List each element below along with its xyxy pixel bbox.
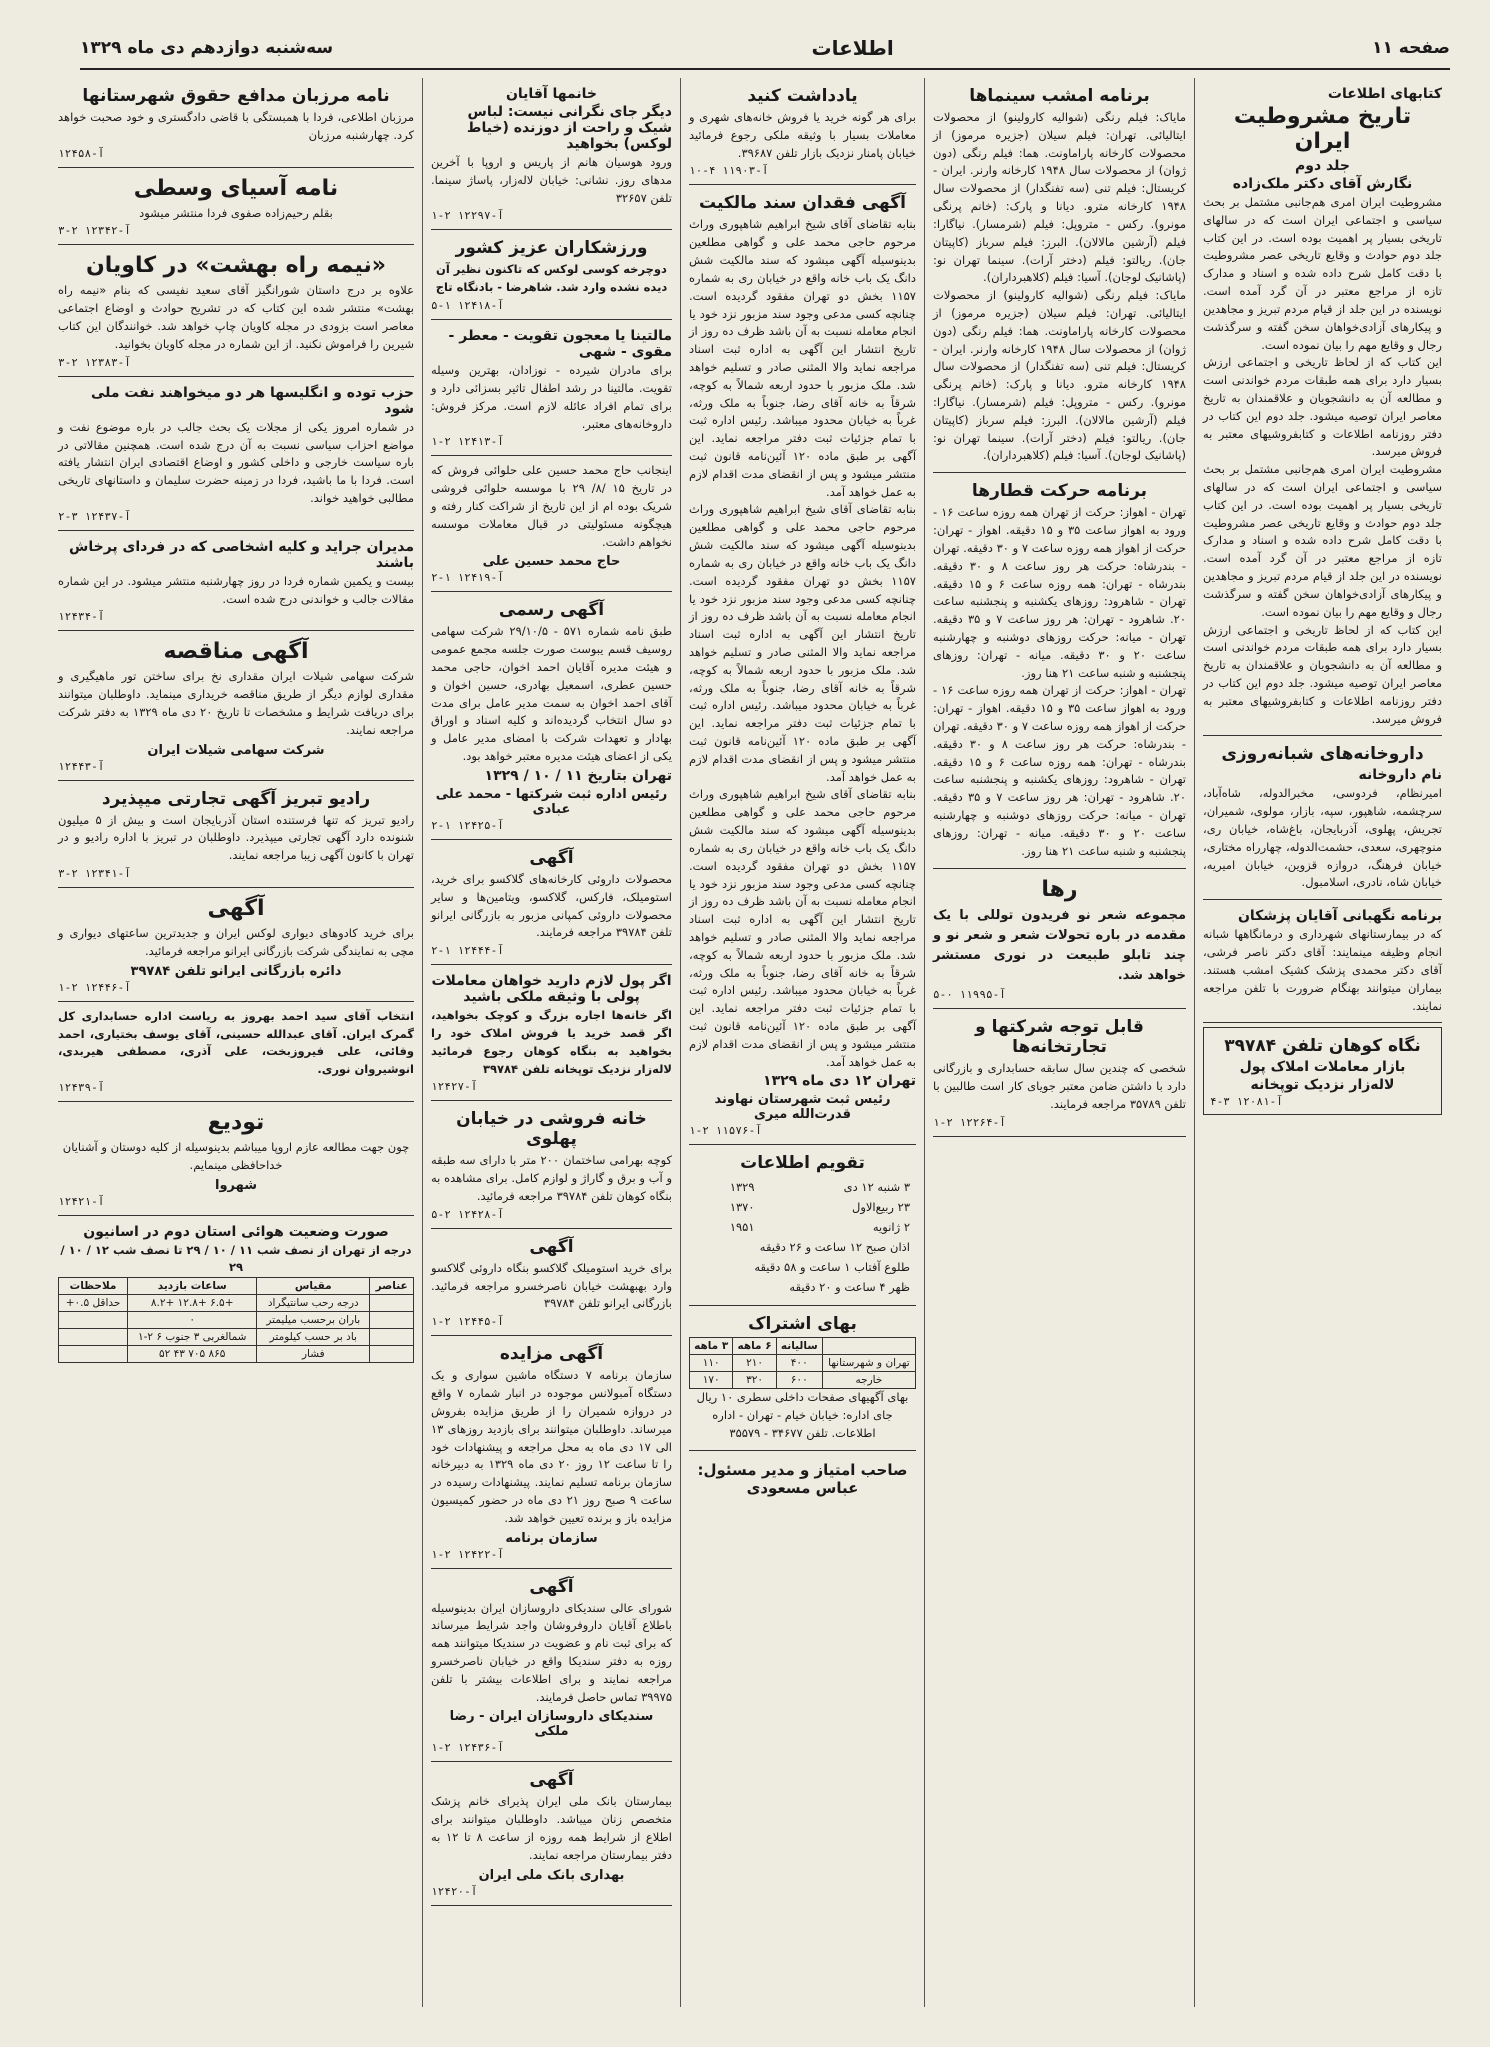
- maltina-ref: آ-۱۲۴۱۳ ۲-۱: [431, 435, 504, 449]
- pharmacists-signature: سندیکای داروسازان ایران - رضا ملکی: [449, 1709, 654, 1740]
- table-cell: فشار: [257, 1346, 370, 1363]
- lost-deed-title: آگهی فقدان سند مالکیت: [698, 193, 906, 214]
- table-cell: ۸۶۵ ۷۰۵ ۴۳ ۵۲: [128, 1346, 257, 1363]
- train-title: برنامه حرکت قطارها: [971, 481, 1148, 502]
- auction-notice: [431, 1336, 672, 1568]
- clinic-body: که در بیمارستانهای شهرداری و درمانگاهها شبانه انجام وظیفه مینمایند: آقای دکتر ناصر فرشی، آقای دکتر محمدی پزشک کشیک امشب هستند. بیماران میتوانند بهنگام ضرورت با تلفن مراجعه نمایند.: [1203, 927, 1442, 1013]
- calendar-row: [691, 1218, 914, 1236]
- house-sale-ad: [431, 1101, 672, 1228]
- tender-notice: [58, 631, 414, 780]
- pharmacists-ref: آ-۱۲۴۳۶ ۲-۱: [431, 1741, 504, 1755]
- calendar-table: [689, 1176, 916, 1298]
- calendar-cell: ۲ ژانویه: [872, 1220, 910, 1235]
- calendar-cell: ۱۹۵۱: [729, 1220, 755, 1235]
- table-cell: ۲۱۰: [733, 1355, 776, 1372]
- official-notice: [431, 592, 672, 840]
- clinic-notice: [1203, 900, 1442, 1023]
- hospital-notice: [431, 1762, 672, 1905]
- column-2: [924, 78, 1194, 2007]
- calendar-row: [691, 1238, 914, 1256]
- raha-ad: [933, 869, 1186, 1010]
- pharmacy-subtitle: نام داروخانه: [1358, 767, 1442, 784]
- column-5: [50, 78, 422, 2007]
- business-ref: آ-۱۲۲۶۴ ۲-۱: [933, 1115, 1006, 1129]
- table-cell: خارجه: [822, 1372, 915, 1389]
- clock-signature: دائره بازرگانی ایرانو تلفن ۳۹۷۸۴: [130, 963, 342, 979]
- partnership-body: اینجانب حاج محمد حسین علی حلوائی فروش که در تاریخ ۱۵ /۸/ ۲۹ با موسسه حلوائی فروشی شریک بوده ام از این تاریخ از شراکت کنار رفته و هیچگونه مسئولیتی در قبال معاملات موسسه نخواهم داشت.: [431, 463, 672, 549]
- farewell-signature: شهروا: [215, 1177, 257, 1193]
- farewell-ref: آ-۱۲۴۲۱: [58, 1194, 105, 1208]
- maltina-ad: [431, 320, 672, 456]
- calendar: [689, 1145, 916, 1306]
- realestate-line-2: لاله‌زار نزدیک توپخانه: [1250, 1077, 1395, 1094]
- table-cell: شمالغربی ۳ جنوب ۶ ۲-۱: [128, 1329, 257, 1346]
- stomilk-notice: [431, 1229, 672, 1336]
- issue-date: سه‌شنبه دوازدهم دی ماه ۱۳۲۹: [80, 38, 334, 58]
- kavian-body: علاوه بر درج داستان شورانگیز آقای سعید نفیسی که بنام «نیمه راه بهشت» منتشر شده این کتاب که در تشریح حوادث و اوضاع اجتماعی معاصر است بزودی در مجله کاویان چاپ خواهد شد. خوانندگان این کتاب شیرین را فراموش نکنید. از این شماره در مجله کاویان بخوانید.: [58, 283, 414, 351]
- editors-body: بیست و یکمین شماره فردا در روز چهارشنبه منتشر میشود. در این شماره مقالات جالب و خواندنی درج شده است.: [58, 573, 414, 606]
- book-ad: [1203, 78, 1442, 736]
- business-notice: [933, 1009, 1186, 1136]
- house-sale-ref: آ-۱۲۴۲۸ ۲-۵: [431, 1207, 504, 1221]
- weather-table: [58, 1277, 414, 1363]
- marzban-body: مرزبان اطلاعی، فردا با همبستگی با قاضی دادگستری و خود صحبت خواهد کرد. چهارشنبه مرزبان: [58, 110, 414, 142]
- official-date: تهران بتاریخ ۱۱ / ۱۰ / ۱۳۲۹: [484, 767, 672, 784]
- table-row: [59, 1312, 414, 1329]
- book-body-4: این کتاب که از لحاظ تاریخی و اجتماعی ارزش بسیار دارد برای همه طبقات مردم خواندنی است و مطالعه آن به دانشجویان و علاقمندان به تاریخ معاصر ایران توصیه میشود. جلد دوم این کتاب در دفتر روزنامه اطلاعات و کتابفروشیهای معتبر به فروش میرسد.: [1203, 622, 1442, 726]
- landlord-body: اگر خانه‌ها اجاره بزرگ و کوچک بخواهید، اگر قصد خرید یا فروش املاک خود را بخواهید به بنگاه کوهان رجوع فرمائید لاله‌زار نزدیک توپخانه تلفن ۳۹۷۸۴: [431, 1008, 672, 1076]
- cinema-listing: [933, 78, 1186, 473]
- subscription-title: بهای اشتراک: [748, 1314, 857, 1335]
- cinema-body: مایاک: فیلم رنگی (شوالیه کارولینو) از محصولات ایتالیائی. تهران: فیلم سیلان (جزیره مرموز) از محصولات کارخانه پاراماونت. هما: فیلم رنگی (دون ژوان) از محصولات سال ۱۹۴۸ کارخانه وارنر. ایران - کریستال: فیلم تنی (سه تفنگدار) از محصولات سال ۱۹۴۸ کارخانه مترو. دیانا و پارک: (خانم پرنگی مونرو). رکس - متروپل: فیلم (شرمسار). نیاگارا: فیلم (آرشین مالالان). البرز: فیلم سرباز (کاپیتان جان). ریالتو: فیلم (دختر آرات). سینما تهران نو: (پاشانیک لوجان). آسیا: فیلم (کلاهبرداران).: [933, 110, 1186, 285]
- table-cell: ۱۷۰: [690, 1372, 733, 1389]
- clock-ref: آ-۱۲۴۴۶ ۲-۱: [58, 980, 131, 994]
- note-ref: آ-۱۱۹۰۳ ۴-۱۰: [689, 164, 769, 178]
- stomilk-title: آگهی: [529, 1236, 574, 1257]
- kavian-ad: [58, 245, 414, 376]
- business-title: قابل توجه شرکتها و تجارتخانه‌ها: [975, 1017, 1144, 1058]
- table-cell: ۰: [128, 1312, 257, 1329]
- marzban-title: نامه مرزبان مدافع حقوق شهرستانها: [82, 86, 390, 106]
- tailor-headline: دیگر جای نگرانی نیست: لباس شیک و راحت از دوزنده (خیاط لوکس) بخواهید: [466, 104, 672, 152]
- table-cell: تهران و شهرستانها: [822, 1355, 915, 1372]
- calendar-cell: طلوع آفتاب ۱ ساعت و ۵۸ دقیقه: [754, 1260, 910, 1275]
- customs-notice: [58, 1002, 414, 1102]
- hospital-signature: بهداری بانک ملی ایران: [478, 1867, 625, 1883]
- table-row: [690, 1338, 916, 1355]
- lost-deed-notice: [689, 185, 916, 1145]
- office-address: جای اداره: خیابان خیام - تهران - اداره اطلاعات. تلفن ۳۴۶۷۷ - ۳۵۵۷۹: [712, 1408, 893, 1441]
- table-cell: سالیانه: [776, 1338, 822, 1355]
- stomilk-ref: آ-۱۲۴۴۵ ۲-۱: [431, 1315, 504, 1329]
- calendar-row: [691, 1198, 914, 1216]
- clinic-title: برنامه نگهبانی آقایان پزشکان: [1237, 908, 1442, 925]
- pharmacists-title: آگهی: [529, 1576, 574, 1597]
- table-row: [59, 1295, 414, 1312]
- table-cell: ملاحظات: [59, 1278, 128, 1295]
- calendar-row: [691, 1258, 914, 1276]
- auction-title: آگهی مزایده: [499, 1344, 604, 1365]
- partnership-ref: آ-۱۲۴۱۹ ۱-۲: [431, 571, 504, 585]
- landlord-ref: آ-۱۲۴۲۷: [431, 1080, 478, 1094]
- auction-body: سازمان برنامه ۷ دستگاه ماشین سواری و یک دستگاه آمبولانس موجوده در انبار شماره ۷ واقع در دروازه شمیران را از طریق مزایده بفروش میرساند. داوطلبان میتوانند برای بازدید روزهای ۱۳ الی ۱۷ دی ماه به محل مراجعه و پیشنهادات خود را تا ساعت ۱۲ روز ۲۰ دی ماه ۱۳۲۹ به دبیرخانه سازمان برنامه تسلیم نمایند. پیشنهادات رسیده در ساعت ۹ صبح روز ۲۱ دی ماه در حضور کمیسیون مزایده باز و برنده تعیین خواهد شد.: [431, 1368, 672, 1525]
- tender-ref: آ-۱۲۴۴۳: [58, 759, 105, 773]
- note-title: یادداشت کنید: [747, 86, 858, 106]
- section-label: کتابهای اطلاعات: [1327, 86, 1442, 102]
- hospital-title: آگهی: [529, 1770, 574, 1791]
- table-row: [59, 1346, 414, 1363]
- landlord-title: اگر پول لازم دارید خواهان معاملات پولی با وثیقه ملکی باشید: [431, 973, 672, 1006]
- calendar-cell: ۳ شنبه ۱۲ دی: [843, 1180, 910, 1195]
- calendar-cell: ۲۳ ربیع‌الاول: [851, 1200, 910, 1215]
- marzban-ad: [58, 78, 414, 168]
- train-body: تهران - اهواز: حرکت از تهران همه روزه ساعت ۱۶ - ورود به اهواز ساعت ۳۵ و ۱۵ دقیقه. اهواز - تهران: حرکت از اهواز همه روزه ساعت ۷ و ۳۰ دقیقه. تهران - بندرشاه: حرکت هر روز ساعت ۸ و ۳۰ دقیقه. بندرشاه - تهران: همه روزه ساعت ۶ و ۱۵ دقیقه. تهران - شاهرود: روزهای یکشنبه و پنجشنبه ساعت ۲۰. شاهرود - تهران: هر روز ساعت ۷ و ۳۵ دقیقه. تهران - میانه: حرکت روزهای دوشنبه و چهارشنبه ساعت ۲۰ و ۳۰ دقیقه. میانه - تهران: روزهای پنجشنبه و شنبه ساعت ۲۱ هنا روز.: [933, 505, 1187, 680]
- house-sale-body: کوچه بهرامی ساختمان ۲۰۰ متر با دارای سه طبقه و آب و برق و گاراژ و لوازم کامل. برای مشاهده به بنگاه کوهان تلفن ۳۹۷۸۴ مراجعه فرمائید.: [431, 1153, 673, 1203]
- partnership-signature: حاج محمد حسین علی: [482, 554, 621, 570]
- partnership-notice: [431, 456, 672, 592]
- table-cell: [59, 1312, 128, 1329]
- central-asia-ref: آ-۱۲۳۴۲ ۲-۳: [58, 224, 131, 238]
- calendar-cell: ظهر ۴ ساعت و ۲۰ دقیقه: [789, 1280, 910, 1295]
- column-3: [680, 78, 924, 2007]
- calendar-cell: اذان صبح ۱۲ ساعت و ۲۶ دقیقه: [759, 1240, 910, 1255]
- glaxo-title: آگهی: [529, 847, 574, 868]
- kavian-ref: آ-۱۲۳۸۳ ۲-۳: [58, 355, 131, 369]
- table-cell: باران برحسب میلیمتر: [257, 1312, 370, 1329]
- realestate-line-1: بازار معاملات املاک پول: [1239, 1059, 1406, 1076]
- glaxo-ref: آ-۱۲۴۴۴ ۱-۲: [431, 944, 504, 958]
- editors-notice: [58, 531, 414, 632]
- editors-ref: آ-۱۲۴۳۴: [58, 610, 105, 624]
- business-body: شخصی که چندین سال سابقه حسابداری و بازرگانی دارد با داشتن ضامن معتبر جویای کار است طالبین با تلفن ۳۵۷۸۹ مراجعه فرمایند.: [933, 1061, 1186, 1111]
- weather-subtitle: درجه از تهران از نصف شب ۱۱ / ۱۰ / ۲۹ تا نصف شب ۱۲ / ۱۰ / ۲۹: [60, 1242, 412, 1275]
- calendar-row: [691, 1178, 914, 1196]
- table-cell: درجه رحب سانتیگراد: [257, 1295, 370, 1312]
- radio-tabriz-title: رادیو تبریز آگهی تجارتی میپذیرد: [101, 788, 371, 809]
- house-sale-title: خانه فروشی در خیابان پهلوی: [456, 1109, 647, 1150]
- pharmacy-body: امیرنظام، فردوسی، مخبرالدوله، شاه‌آباد، سرچشمه، شاهپور، سپه، بازار، مولوی، شمیران، تجریش، پهلوی، آذربایجان، باغ‌شاه، خیابان ری، منوچهری، سعدی، حشمت‌الدوله، چهارراه مختاری، خیابان فرهنگ، دروازه قزوین، خیابان امیریه، خیابان شاه، نادری، اسلامبول.: [1203, 786, 1442, 890]
- sport-ref: آ-۱۲۴۱۸ ۱-۵: [431, 299, 504, 313]
- tailor-title: خانمها آقایان: [505, 86, 598, 102]
- tailor-body: ورود هوسیان هانم از پاریس و اروپا با آخرین مدهای روز. نشانی: خیابان لاله‌زار، پاساژ سینما. تلفن ۳۲۶۵۷: [431, 155, 672, 205]
- auction-ref: آ-۱۲۴۲۲ ۲-۱: [431, 1547, 504, 1561]
- lost-deed-body: بنابه تقاضای آقای شیخ ابراهیم شاهپوری وراث مرحوم حاجی محمد علی و گواهی مطلعین بدینوسیله آگهی میشود که سند مالکیت شش دانگ یک باب خانه واقع در خیابان ری به شماره ۱۱۵۷ بخش دو تهران مفقود گردیده است. چنانچه کسی مدعی وجود سند مزبور نزد خود یا انجام معامله نسبت به آن باشد ظرف ده روز از تاریخ انتشار این آگهی به اداره ثبت اسناد مراجعه نماید والا المثنی صادر و تسلیم خواهد شد. ملک مزبور با حدود اربعه شمالاً به کوچه، شرقاً به خانه آقای رضا، جنوباً به ملک ورثه، غرباً به خیابان محدود میباشد. رئیس اداره ثبت با تمام جزئیات ثبت دفتر مراجعه نماید. این آگهی بر طبق ماده ۱۲۰ آئین‌نامه قانون ثبت منتشر میشود و پس از انقضای مدت اقدام لازم به عمل خواهد آمد.: [689, 217, 917, 499]
- table-cell: ۳۲۰: [733, 1372, 776, 1389]
- table-cell: عناصر: [370, 1278, 414, 1295]
- tailor-ad: [431, 78, 672, 230]
- book-body-2: این کتاب که از لحاظ تاریخی و اجتماعی ارزش بسیار دارد برای همه طبقات مردم خواندنی است و مطالعه آن به دانشجویان و علاقمندان به تاریخ معاصر ایران توصیه میشود. جلد دوم این کتاب در دفتر روزنامه اطلاعات و کتابفروشیهای معتبر به فروش میرسد.: [1203, 355, 1442, 459]
- calendar-cell: ۱۳۲۹: [729, 1180, 755, 1195]
- masthead: [80, 28, 1450, 70]
- book-body: مشروطیت ایران امری هم‌جانبی مشتمل بر بحث سیاسی و اجتماعی ایران است که در سالهای تاریخی بسیار پر اهمیت بوده است. در این کتاب جلد دوم حوادث و وقایع تاریخی عصر مشروطیت با دقت کامل شرح داده شده و اسناد و مدارک تازه از مراجع معتبر در آن گرد آمده است. نویسنده در این جلد از قیام مردم تبریز و مجاهدین و پیکارهای آزادی‌خواهان سخن گفته و سرگذشت رجال و وقایع مهم را بیان نموده است.: [1203, 195, 1442, 352]
- party-article: [58, 377, 414, 531]
- editors-title: مدیران جراید و کلیه اشخاصی که در فردای پرخاش باشند: [69, 538, 414, 571]
- weather-report: [58, 1216, 414, 1371]
- column-1: [1194, 78, 1450, 2007]
- radio-tabriz-ref: آ-۱۲۳۴۱ ۲-۳: [58, 867, 131, 881]
- marzban-ref: آ-۱۲۴۵۸: [58, 146, 105, 160]
- table-cell: [59, 1346, 128, 1363]
- official-ref: آ-۱۲۴۲۵ ۱-۲: [431, 818, 504, 832]
- pharmacists-notice: [431, 1569, 672, 1763]
- book-title: تاریخ مشروطیت ایران: [1233, 104, 1412, 154]
- table-cell: مقیاس: [257, 1278, 370, 1295]
- clock-title: آگهی: [207, 896, 265, 922]
- table-cell: باد بر حسب کیلومتر: [257, 1329, 370, 1346]
- calendar-title: تقویم اطلاعات: [740, 1153, 865, 1174]
- lost-deed-body-2: بنابه تقاضای آقای شیخ ابراهیم شاهپوری وراث مرحوم حاجی محمد علی و گواهی مطلعین بدینوسیله آگهی میشود که سند مالکیت شش دانگ یک باب خانه واقع در خیابان ری به شماره ۱۱۵۷ بخش دو تهران مفقود گردیده است. چنانچه کسی مدعی وجود سند مزبور نزد خود یا انجام معامله نسبت به آن باشد ظرف ده روز از تاریخ انتشار این آگهی به اداره ثبت اسناد مراجعه نماید والا المثنی صادر و تسلیم خواهد شد. ملک مزبور با حدود اربعه شمالاً به کوچه، شرقاً به خانه آقای رضا، جنوباً به ملک ورثه، غرباً به خیابان محدود میباشد. رئیس اداره ثبت با تمام جزئیات ثبت دفتر مراجعه نماید. این آگهی بر طبق ماده ۱۲۰ آئین‌نامه قانون ثبت منتشر میشود و پس از انقضای مدت اقدام لازم به عمل خواهد آمد.: [689, 502, 917, 784]
- tailor-ref: آ-۱۲۲۹۷ ۲-۱: [431, 209, 504, 223]
- raha-title: رها: [1041, 876, 1078, 902]
- editor-signature: صاحب امتیاز و مدیر مسئول: عباس مسعودی: [697, 1460, 908, 1497]
- lost-deed-ref: آ-۱۱۵۷۶ ۲-۱: [689, 1124, 762, 1138]
- customs-ref: آ-۱۲۴۳۹: [58, 1080, 105, 1094]
- calendar-row: [691, 1278, 914, 1296]
- landlord-ad: [431, 965, 672, 1101]
- tender-signature: شرکت سهامی شیلات ایران: [147, 742, 325, 758]
- sport-title: ورزشکاران عزیز کشور: [455, 238, 648, 259]
- weather-title: صورت وضعیت هوائی استان دوم در اسانیون: [83, 1223, 389, 1240]
- stomilk-body: برای خرید استومیلک گلاکسو بنگاه داروئی گلاکسو وارد بهبهشت خیابان ناصرخسرو مراجعه فرمائید. بازرگانی ایرانو تلفن ۳۹۷۸۴: [431, 1260, 672, 1311]
- central-asia-ad: [58, 168, 414, 246]
- official-title: آگهی رسمی: [498, 600, 605, 621]
- lost-deed-body-3: بنابه تقاضای آقای شیخ ابراهیم شاهپوری وراث مرحوم حاجی محمد علی و گواهی مطلعین بدینوسیله آگهی میشود که سند مالکیت شش دانگ یک باب خانه واقع در خیابان ری به شماره ۱۱۵۷ بخش دو تهران مفقود گردیده است. چنانچه کسی مدعی وجود سند مزبور نزد خود یا انجام معامله نسبت به آن باشد ظرف ده روز از تاریخ انتشار این آگهی به اداره ثبت اسناد مراجعه نماید والا المثنی صادر و تسلیم خواهد شد. ملک مزبور با حدود اربعه شمالاً به کوچه، شرقاً به خانه آقای رضا، جنوباً به ملک ورثه، غرباً به خیابان محدود میباشد. رئیس اداره ثبت با تمام جزئیات ثبت دفتر مراجعه نماید. این آگهی بر طبق ماده ۱۲۰ آئین‌نامه قانون ثبت منتشر میشود و پس از انقضای مدت اقدام لازم به عمل خواهد آمد.: [689, 787, 917, 1069]
- subscription-table: [689, 1337, 916, 1389]
- glaxo-body: محصولات داروئی کارخانه‌های گلاکسو برای خرید، استومیلک، فارکس، گلاکسو، ویتامین‌ها و سایر محصولات داروئی کمپانی مزبور به بازرگانی ایرانو تلفن ۳۹۷۸۴ مراجعه فرمایند.: [431, 871, 672, 940]
- table-cell: [59, 1329, 128, 1346]
- table-cell: ساعات بازدید: [128, 1278, 257, 1295]
- table-cell: ۱۱۰: [690, 1355, 733, 1372]
- central-asia-body: بقلم رحیم‌زاده صفوی فردا منتشر میشود: [139, 205, 333, 220]
- party-ref: آ-۱۲۴۳۷ ۳-۲: [58, 509, 131, 523]
- note-body: برای هر گونه خرید یا فروش خانه‌های شهری و معاملات بسیار با وثیقه ملکی رجوع فرمائید خیابان پامنار نزدیک بازار تلفن ۳۹۶۸۷.: [689, 110, 916, 160]
- customs-body: انتخاب آقای سید احمد بهروز به ریاست اداره حسابداری کل گمرک ایران. آقای عبدالله حسینی، آقای یوسف بختیاری، احمد وفائی، علی فیروزبخت، علی آذری، مصطفی هیربدی، انوشیروان نوری.: [58, 1008, 414, 1077]
- lost-deed-signature: رئیس ثبت شهرستان نهاوند قدرت‌الله میری: [714, 1092, 891, 1123]
- table-cell: ۶ ماهه: [733, 1338, 776, 1355]
- table-cell: ۳ ماهه: [690, 1338, 733, 1355]
- pharmacists-body: شورای عالی سندیکای داروسازان ایران بدینوسیله باطلاع آقایان داروفروشان واجد شرایط میرساند که برای ثبت نام و عضویت در سندیکا میتوانند همه روزه به دفتر سندیکا واقع در خیابان ناصرخسرو مراجعه نمایند و برای اطلاعات بیشتر با تلفن ۳۹۹۷۵ تماس حاصل فرمایند.: [431, 1600, 672, 1704]
- table-cell: ۶۰۰: [776, 1372, 822, 1389]
- table-row: [59, 1329, 414, 1346]
- glaxo-notice: [431, 840, 672, 965]
- clock-ad: [58, 888, 414, 1002]
- pharmacy-list: [1203, 736, 1442, 900]
- table-cell: ۴۰۰: [776, 1355, 822, 1372]
- tender-title: آگهی مناقصه: [163, 639, 309, 665]
- radio-tabriz-body: رادیو تبریز که تنها فرستنده استان آذربایجان است و بیش از ۵ میلیون شنونده دارد آگهی تجارتی میپذیرد. داوطلبان در تبریز با اداره رادیو و در تهران با کانون آگهی زیبا مراجعه نمایند.: [58, 812, 414, 863]
- raha-ref: آ-۱۱۹۹۵ ۰-۵: [933, 988, 1006, 1002]
- farewell-title: تودیع: [207, 1109, 265, 1135]
- sport-body: دوچرخه کوسی لوکس که تاکنون نظیر آن دیده نشده وارد شد. شاهرضا - بادنگاه تاج: [435, 262, 668, 295]
- train-schedule: [933, 473, 1186, 868]
- tender-body: شرکت سهامی شیلات ایران مقداری نخ برای ساختن تور ماهیگیری و مقداری لوازم دیگر از طریق مناقصه خریداری مینماید. داوطلبان میتوانند برای دریافت شرایط و مشخصات تا تاریخ ۲۰ دی ماه ۱۳۲۹ به دفتر شرکت مراجعه نمایند.: [58, 669, 415, 737]
- cinema-body-2: مایاک: فیلم رنگی (شوالیه کارولینو) از محصولات ایتالیائی. تهران: فیلم سیلان (جزیره مرموز) از محصولات کارخانه پاراماونت. هما: فیلم رنگی (دون ژوان) از محصولات سال ۱۹۴۸ کارخانه وارنر. ایران - کریستال: فیلم تنی (سه تفنگدار) از محصولات سال ۱۹۴۸ کارخانه مترو. دیانا و پارک: (خانم پرنگی مونرو). رکس - متروپل: فیلم (شرمسار). نیاگارا: فیلم (آرشین مالالان). البرز: فیلم سرباز (کاپیتان جان). ریالتو: فیلم (دختر آرات). سینما تهران نو: (پاشانیک لوجان). آسیا: فیلم (کلاهبرداران).: [933, 288, 1186, 463]
- paper-name: اطلاعات: [811, 36, 894, 60]
- column-4: [422, 78, 680, 2007]
- train-body-2: تهران - اهواز: حرکت از تهران همه روزه ساعت ۱۶ - ورود به اهواز ساعت ۳۵ و ۱۵ دقیقه. اهواز - تهران: حرکت از اهواز همه روزه ساعت ۷ و ۳۰ دقیقه. تهران - بندرشاه: حرکت هر روز ساعت ۸ و ۳۰ دقیقه. بندرشاه - تهران: همه روزه ساعت ۶ و ۱۵ دقیقه. تهران - شاهرود: روزهای یکشنبه و پنجشنبه ساعت ۲۰. شاهرود - تهران: هر روز ساعت ۷ و ۳۵ دقیقه. تهران - میانه: حرکت روزهای دوشنبه و چهارشنبه ساعت ۲۰ و ۳۰ دقیقه. میانه - تهران: روزهای پنجشنبه و شنبه ساعت ۲۱ هنا روز.: [933, 683, 1187, 858]
- maltina-title: مالتینا یا معجون تقویت - معطر - مقوی - شهی: [448, 328, 672, 361]
- cinema-title: برنامه امشب سینماها: [969, 86, 1150, 106]
- note-ad: [689, 78, 916, 185]
- table-cell: [370, 1295, 414, 1312]
- farewell-notice: [58, 1102, 414, 1216]
- central-asia-title: نامه آسیای وسطی: [133, 175, 339, 201]
- radio-tabriz-ad: [58, 781, 414, 888]
- table-cell: [370, 1329, 414, 1346]
- auction-signature: سازمان برنامه: [505, 1530, 598, 1546]
- table-cell: [370, 1312, 414, 1329]
- official-body: طبق نامه شماره ۵۷۱ - ۲۹/۱۰/۵ شرکت سهامی روسیف قسم یبوست صورت جلسه مجمع عمومی و هیئت مدیره آقایان احمد اخوان، حاجی محمد حسین عطری، اسمعیل بهادری، حسین اخوان و آقای احمد اخوان به سمت مدیر عامل برای مدت دو سال انتخاب گردیده‌اند و کلیه اسناد و اوراق بهادار و تعهدات شرکت با امضای مدیر عامل و یکی از اعضای هیئت مدیره معتبر خواهد بود.: [431, 624, 673, 764]
- party-title: حزب توده و انگلیسها هر دو میخواهند نفت ملی شود: [91, 384, 414, 417]
- realestate-ref: آ-۱۲۰۸۱ ۳-۴: [1210, 1095, 1283, 1109]
- table-row: [59, 1278, 414, 1295]
- clock-body: برای خرید کادوهای دیواری لوکس ایران و جدیدترین ساعتهای دیواری و مچی به نمایندگی شرکت بازرگانی ایرانو مراجعه فرمائید.: [58, 926, 414, 958]
- page-number: صفحه ۱۱: [1372, 38, 1450, 58]
- subscription-note: بهای آگهیهای صفحات داخلی سطری ۱۰ ریال: [696, 1390, 909, 1405]
- sport-ad: [431, 230, 672, 320]
- hospital-ref: آ-۱۲۴۲۰: [431, 1884, 478, 1898]
- pharmacy-title: داروخانه‌های شبانه‌روزی: [1221, 744, 1424, 765]
- maltina-body: برای مادران شیرده - نوزادان، بهترین وسیله تقویت. مالتینا در رشد اطفال تاثیر بسزائی دارد و برای تمام افراد عائله لازم است. مرکز فروش: داروخانه‌های معتبر.: [431, 363, 672, 431]
- realestate-title: نگاه کوهان تلفن ۳۹۷۸۴: [1224, 1036, 1421, 1057]
- raha-body: مجموعه شعر نو فریدون توللی با یک مقدمه در باره تحولات شعر و شعر نو و چند تابلو طبیعت در نوری مستشر خواهد شد.: [933, 907, 1186, 983]
- hospital-body: بیمارستان بانک ملی ایران پذیرای خانم پزشک متخصص زنان میباشد. داوطلبان میتوانند برای اطلاع از شرایط همه روزه از ساعت ۸ تا ۱۲ به دفتر بیمارستان مراجعه نمایند.: [431, 1794, 672, 1862]
- book-author: نگارش آقای دکتر ملک‌زاده: [1232, 176, 1413, 192]
- table-cell: +۶.۵ +۱۲.۸ +۸.۲: [128, 1295, 257, 1312]
- book-subtitle: جلد دوم: [1295, 158, 1350, 174]
- kavian-title: «نیمه راه بهشت» در کاویان: [85, 253, 387, 279]
- table-cell: [370, 1346, 414, 1363]
- party-body: در شماره امروز یکی از مجلات یک بحث جالب در باره موضوع نفت و مواضع احزاب سیاسی نسبت به آن درج شده است. همچنین مقالاتی در باره سیاست خارجی و داخلی کشور و اوضاع اقتصادی ایران انتشار یافته است. فردا با ما باشید، فردا در زمینه حضرت سلیمان و داستانهای تاریخی مطالبی خواهید خواند.: [58, 419, 414, 505]
- realestate-ad: [1203, 1027, 1442, 1115]
- official-signature: رئیس اداره ثبت شرکتها - محمد علی عبادی: [435, 786, 668, 817]
- table-row: [690, 1355, 916, 1372]
- subscription-box: [689, 1306, 916, 1450]
- book-body-3: مشروطیت ایران امری هم‌جانبی مشتمل بر بحث سیاسی و اجتماعی ایران است که در سالهای تاریخی بسیار پر اهمیت بوده است. در این کتاب جلد دوم حوادث و وقایع تاریخی عصر مشروطیت با دقت کامل شرح داده شده و اسناد و مدارک تازه از مراجع معتبر در آن گرد آمده است. نویسنده در این جلد از قیام مردم تبریز و مجاهدین و پیکارهای آزادی‌خواهان سخن گفته و سرگذشت رجال و وقایع مهم را بیان نموده است.: [1203, 462, 1442, 619]
- table-cell: حداقل ۰.۵+: [59, 1295, 128, 1312]
- farewell-body: چون جهت مطالعه عازم اروپا میباشم بدینوسیله از کلیه دوستان و آشنایان خداحافظی مینمایم.: [62, 1139, 410, 1172]
- table-cell: [822, 1338, 915, 1355]
- table-row: [690, 1372, 916, 1389]
- lost-deed-date: تهران ۱۲ دی ماه ۱۳۲۹: [763, 1073, 916, 1090]
- calendar-cell: ۱۳۷۰: [729, 1200, 755, 1215]
